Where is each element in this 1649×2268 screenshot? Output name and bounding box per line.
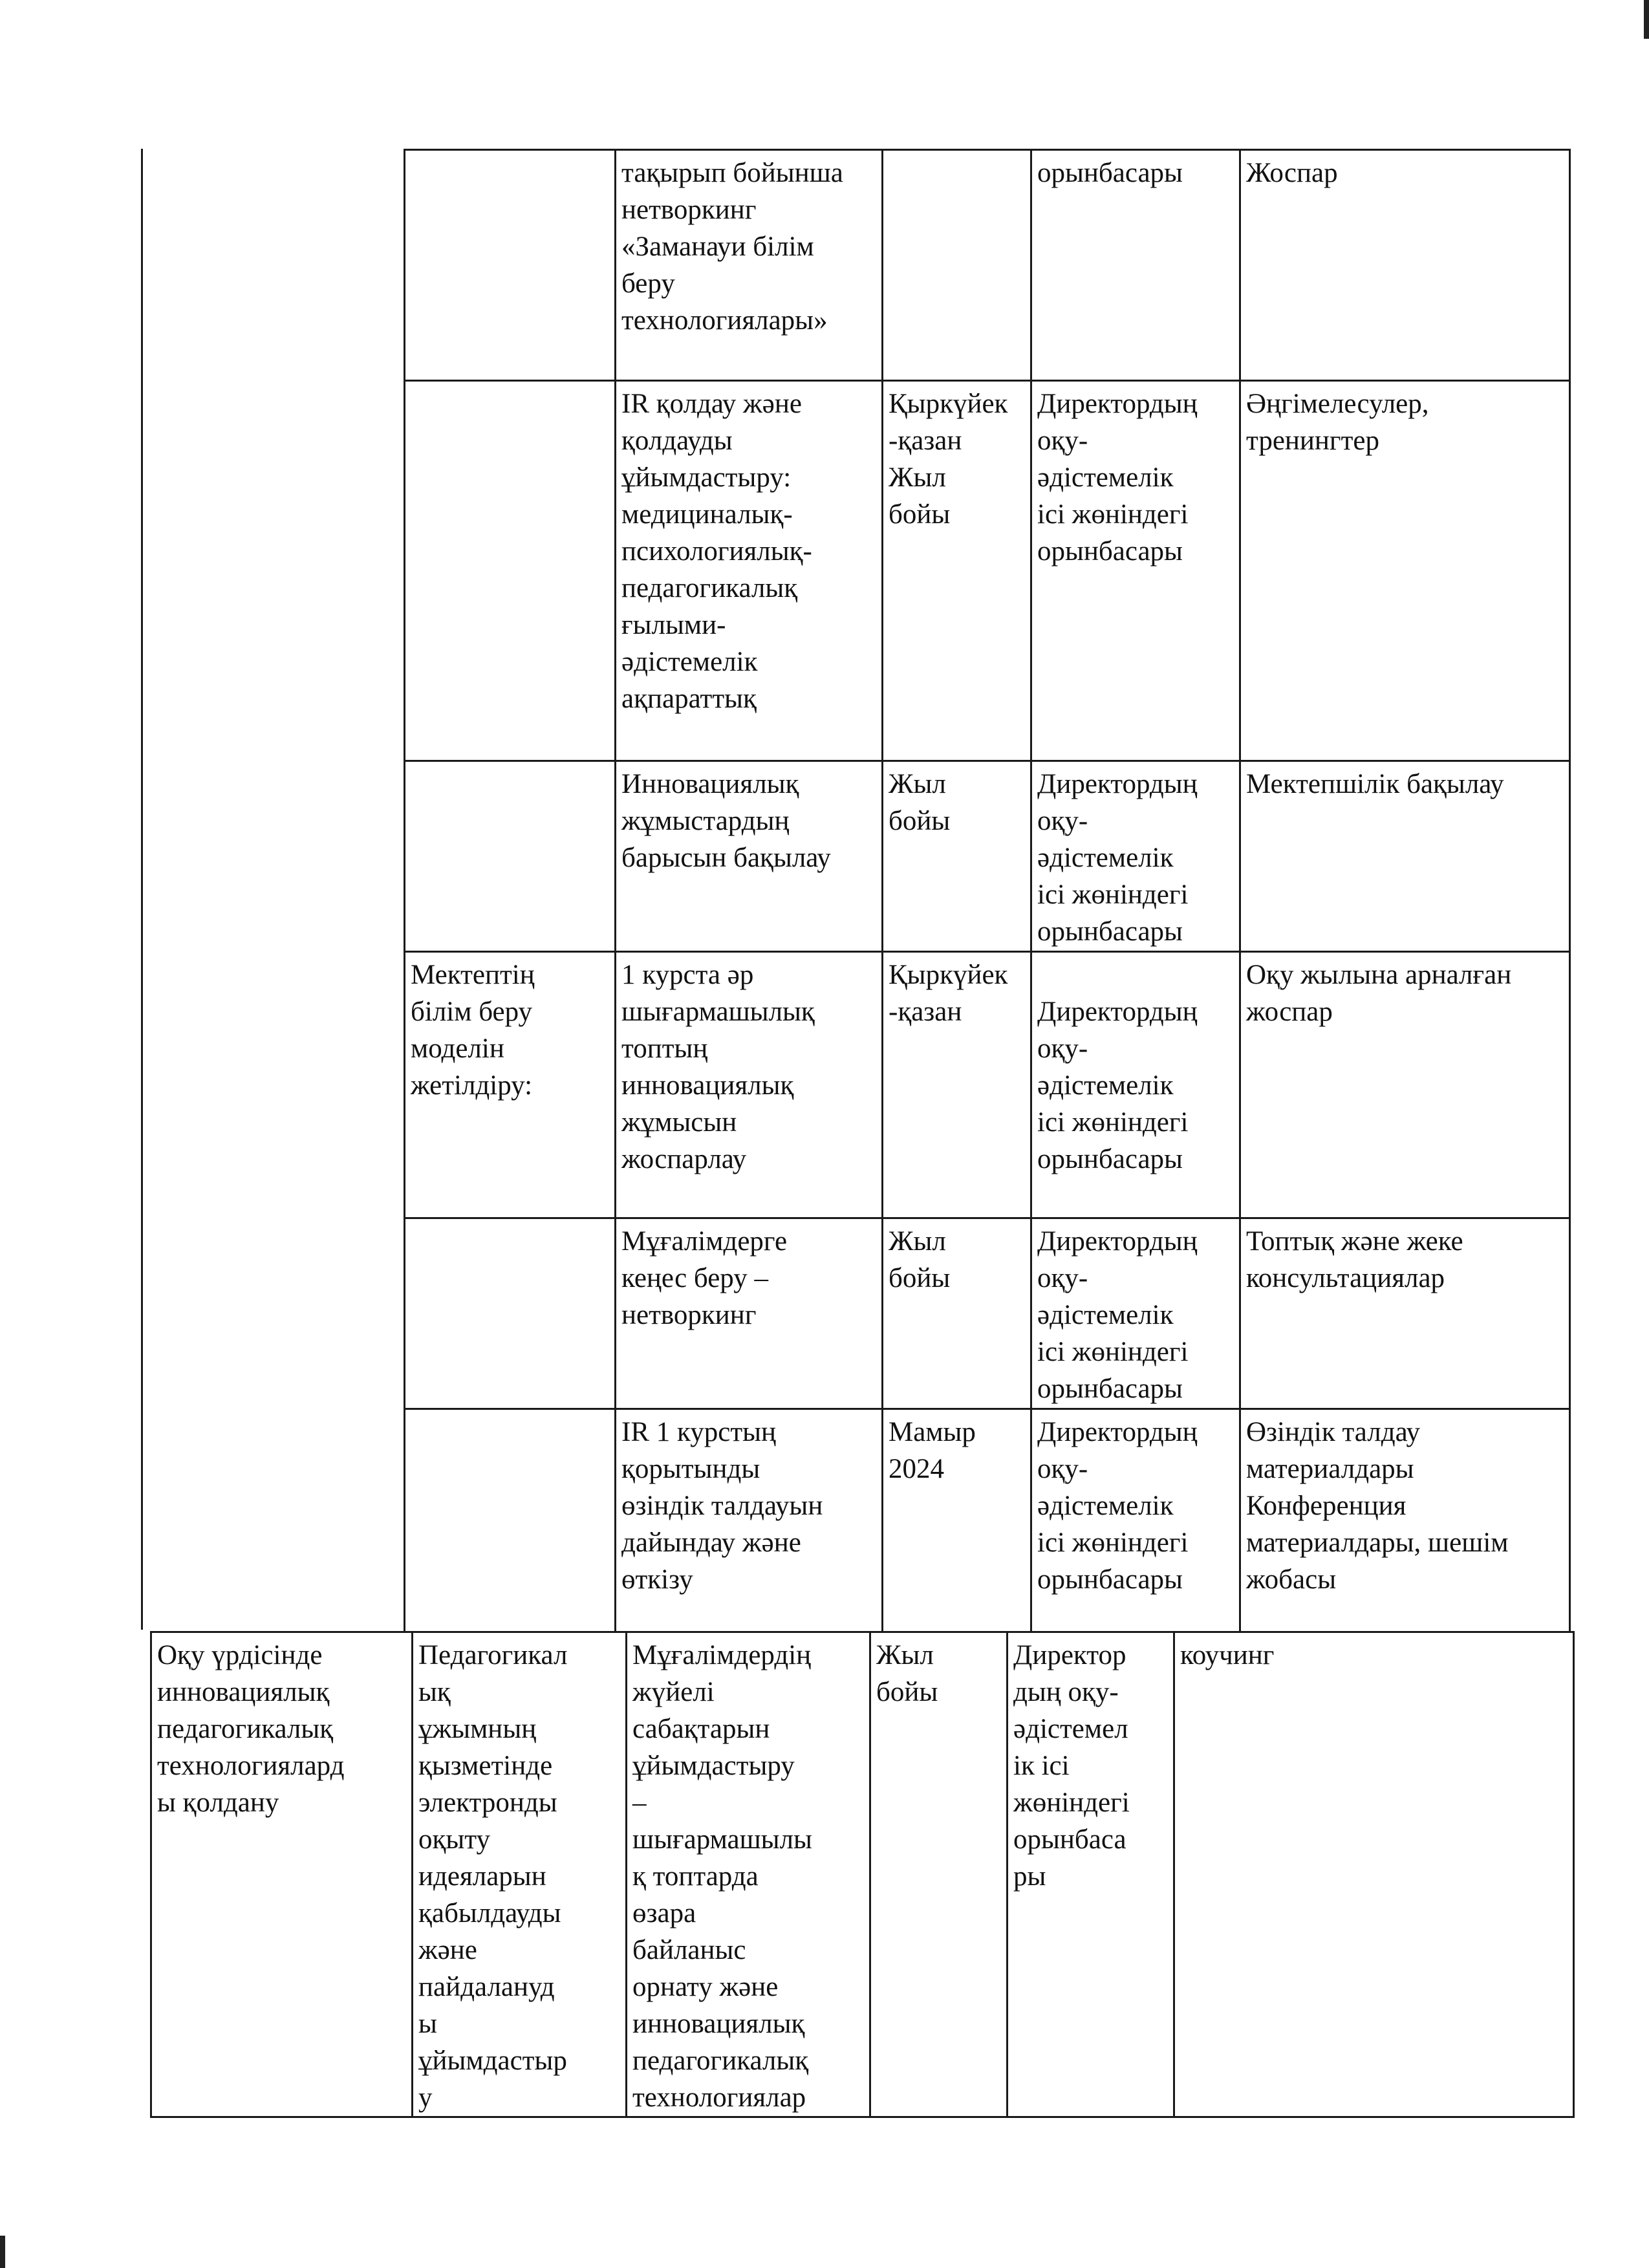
result-cell: Топтық және жеке консультациялар [1240,1218,1570,1409]
responsible-cell: Директордың оқу- әдістемелік ісі жөніндегі орынбасары [1031,381,1240,761]
activity-cell: Инновациялық жұмыстардың барысын бақылау [616,761,883,952]
activity-cell: IR 1 курстың қорытынды өзіндік талдауын дайындау және өткізу [616,1409,883,1632]
section-cell [405,1409,616,1632]
period-cell: Қыркүйек -қазан Жыл бойы [883,381,1031,761]
table-row [405,1409,1570,1632]
section-cell [405,761,616,952]
scan-edge-mark [0,2236,5,2268]
table-row [405,761,1570,952]
table-row [151,1632,1574,2117]
result-cell: Жоспар [1240,150,1570,381]
direction-cell: Оқу үрдісінде инновациялық педагогикалық технологиялард ы қолдану [151,1632,413,2117]
lower-plan-table [150,1631,1575,2118]
result-cell: Әңгімелесулер, тренингтер [1240,381,1570,761]
task-cell: Педагогикал ық ұжымның қызметінде электронды оқыту идеяларын қабылдауды және пайдалануд ы ұйымдастыр у [413,1632,627,2117]
section-cell [405,1218,616,1409]
activity-cell: Мұғалімдердің жүйелі сабақтарын ұйымдастыру – шығармашылы қ топтарда өзара байланыс орнату және инновациялық педагогикалық технологиялар [627,1632,870,2117]
responsible-cell: Директордың оқу- әдістемелік ісі жөніндегі орынбасары [1031,952,1240,1218]
section-cell: Мектептің білім беру моделін жетілдіру: [405,952,616,1218]
period-cell [883,150,1031,381]
result-cell: коучинг [1174,1632,1574,2117]
period-cell: Қыркүйек -қазан [883,952,1031,1218]
section-cell [405,150,616,381]
period-cell: Жыл бойы [883,761,1031,952]
result-cell: Өзіндік талдау материалдары Конференция материалдары, шешім жобасы [1240,1409,1570,1632]
section-cell [405,381,616,761]
result-cell: Мектепшілік бақылау [1240,761,1570,952]
scan-edge-mark [1644,0,1649,39]
table-row [405,150,1570,381]
table-row [405,952,1570,1218]
responsible-cell: Директордың оқу- әдістемелік ісі жөніндегі орынбасары [1031,761,1240,952]
table-row [405,1218,1570,1409]
period-cell: Мамыр 2024 [883,1409,1031,1632]
period-cell: Жыл бойы [870,1632,1008,2117]
activity-cell: тақырып бойынша нетворкинг «Заманауи білім беру технологиялары» [616,150,883,381]
upper-plan-table [404,149,1571,1633]
activity-cell: IR қолдау және қолдауды ұйымдастыру: медициналық- психологиялық- педагогикалық ғылыми- әдістемелік ақпараттық [616,381,883,761]
table-row [405,381,1570,761]
period-cell: Жыл бойы [883,1218,1031,1409]
responsible-cell: орынбасары [1031,150,1240,381]
responsible-cell: Директор дың оқу- әдістемел ік ісі жөніндегі орынбаса ры [1008,1632,1174,2117]
outer-left-border [141,149,143,1630]
responsible-cell: Директордың оқу- әдістемелік ісі жөніндегі орынбасары [1031,1409,1240,1632]
responsible-cell: Директордың оқу- әдістемелік ісі жөніндегі орынбасары [1031,1218,1240,1409]
result-cell: Оқу жылына арналған жоспар [1240,952,1570,1218]
activity-cell: 1 курста әр шығармашылық топтың инновациялық жұмысын жоспарлау [616,952,883,1218]
activity-cell: Мұғалімдерге кеңес беру – нетворкинг [616,1218,883,1409]
